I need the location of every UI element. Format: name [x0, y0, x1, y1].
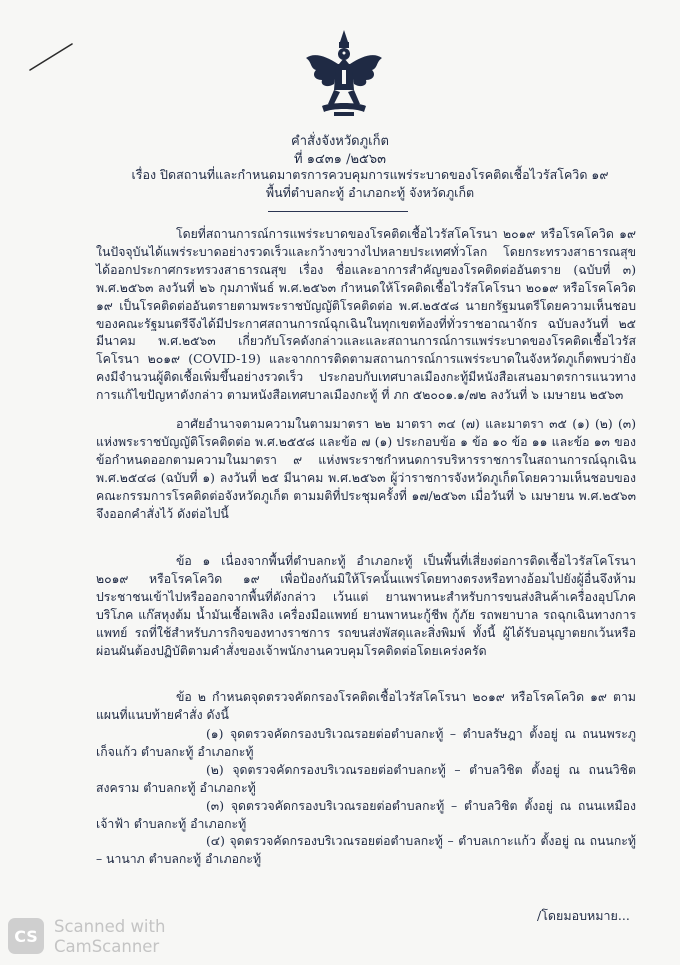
- continuation-note: /โดยมอบหมาย...: [537, 908, 630, 923]
- body-paragraph-2: [96, 416, 636, 523]
- title-divider: [268, 211, 408, 212]
- body-paragraph-3: [96, 553, 636, 660]
- paragraph-text: ข้อ ๑ เนื่องจากพื้นที่ตำบลกะทู้ อำเภอกะทู้ เป็นพื้นที่เสี่ยงต่อการติดเชื้อไวรัสโคโรนา ๒๐๑๙ หรือโรคโควิด ๑๙ เพื่อป้องกันมิให้โรคนั้นแพร่โดยทางตรงหรือทางอ้อมไปยังผู้อื่นจึงห้ามประชาชนเข้าไปหรือออกจากพื้นที่ดังกล่าว เว้นแต่ ยานพาหนะสำหรับการขนส่งสินค้าเครื่องอุปโภคบริโภค แก๊สหุงต้ม น้ำมันเชื้อเพลิง เครื่องมือแพทย์ ยานพาหนะกู้ชีพ กู้ภัย รถพยาบาล รถฉุกเฉินทางการแพทย์ รถที่ใช้สำหรับภารกิจของทางราชการ รถขนส่งพัสดุและสิ่งพิมพ์ ทั้งนี้ ผู้ได้รับอนุญาตยกเว้นหรือผ่อนผันต้องปฏิบัติตามคำสั่งของเจ้าพนักงานควบคุมโรคติดต่อโดยเคร่งครัด: [96, 554, 636, 658]
- watermark-line-1: Scanned with: [54, 917, 166, 936]
- garuda-emblem-icon: [304, 28, 384, 120]
- paragraph-text: อาศัยอำนาจตามความในตามมาตรา ๒๒ มาตรา ๓๔ (๗) และมาตรา ๓๕ (๑) (๒) (๓) แห่งพระราชบัญญัติโรคติดต่อ พ.ศ.๒๕๕๘ และข้อ ๗ (๑) ประกอบข้อ ๑ ข้อ ๑๐ ข้อ ๑๑ และข้อ ๑๓ ของข้อกำหนดออกตามความในมาตรา ๙ แห่งพระราชกำหนดการบริหารราชการในสถานการณ์ฉุกเฉิน พ.ศ.๒๕๔๘ (ฉบับที่ ๑) ลงวันที่ ๒๕ มีนาคม พ.ศ.๒๕๖๓ ผู้ว่าราชการจังหวัดภูเก็ตโดยความเห็นชอบของคณะกรรมการโรคติดต่อจังหวัดภูเก็ต ตามมติที่ประชุมครั้งที่ ๑๗/๒๕๖๓ เมื่อวันที่ ๖ เมษายน พ.ศ.๒๕๖๓ จึงออกคำสั่งไว้ ดังต่อไปนี้: [96, 417, 636, 521]
- subject-line-1: เรื่อง ปิดสถานที่และกำหนดมาตรการควบคุมการแพร่ระบาดของโรคติดเชื้อไวรัสโควิด ๑๙: [131, 167, 609, 182]
- paragraph-text: ข้อ ๒ กำหนดจุดตรวจคัดกรองโรคติดเชื้อไวรัสโคโรนา ๒๐๑๙ หรือโรคโควิด ๑๙ ตามแผนที่แนบท้ายคำสั่ง ดังนี้: [96, 690, 636, 722]
- list-item: (๔) จุดตรวจคัดกรองบริเวณรอยต่อตำบลกะทู้ – ตำบลเกาะแก้ว ตั้งอยู่ ณ ถนนกะทู้ – นานาภ ตำบลกะทู้ อำเภอกะทู้: [96, 834, 636, 867]
- body-paragraph-4: [96, 689, 636, 725]
- list-item: (๑) จุดตรวจคัดกรองบริเวณรอยต่อตำบลกะทู้ – ตำบลรัษฎา ตั้งอยู่ ณ ถนนพระภูเก็จแก้ว ตำบลกะทู้ อำเภอกะทู้: [96, 727, 636, 759]
- paragraph-text: โดยที่สถานการณ์การแพร่ระบาดของโรคติดเชื้อไวรัสโคโรนา ๒๐๑๙ หรือโรคโควิด ๑๙ ในปัจจุบันได้แพร่ระบาดอย่างรวดเร็วและกว้างขวางไปหลายประเทศทั่วโลก โดยกระทรวงสาธารณสุขได้ออกประกาศกระทรวงสาธารณสุข เรื่อง ชื่อและอาการสำคัญของโรคติดต่ออันตราย (ฉบับที่ ๓) พ.ศ.๒๕๖๓ ลงวันที่ ๒๖ กุมภาพันธ์ พ.ศ.๒๕๖๓ กำหนดให้โรคติดเชื้อไวรัสโคโรนา ๒๐๑๙ หรือโรคโควิด ๑๙ เป็นโรคติดต่ออันตรายตามพระราชบัญญัติโรคติดต่อ พ.ศ.๒๕๕๘ นายกรัฐมนตรีโดยความเห็นชอบของคณะรัฐมนตรีจึงได้มีประกาศสถานการณ์ฉุกเฉินในทุกเขตท้องที่ทั่วราชอาณาจักร ฉบับลงวันที่ ๒๕ มีนาคม พ.ศ.๒๕๖๓ เกี่ยวกับโรคดังกล่าวและและสถานการณ์การแพร่ระบาดของโรคติดเชื้อไวรัสโคโรนา ๒๐๑๙ (COVID-19) และจากการติดตามสถานการณ์การแพร่ระบาดในจังหวัดภูเก็ตพบว่ายังคงมีจำนวนผู้ติดเชื้อเพิ่มขึ้นอย่างรวดเร็ว ประกอบกับเทศบาลเมืองกะทู้มีหนังสือเสนอมาตรการแนวทางการแก้ไขปัญหาดังกล่าว ตามหนังสือเทศบาลเมืองกะทู้ ที่ ภก ๕๒๐๐๑.๑/๗๒ ลงวันที่ ๖ เมษายน ๒๕๖๓: [96, 227, 636, 403]
- list-item: (๓) จุดตรวจคัดกรองบริเวณรอยต่อตำบลกะทู้ – ตำบลวิชิต ตั้งอยู่ ณ ถนนเหมืองเจ้าฟ้า ตำบลกะทู้ อำเภอกะทู้: [96, 798, 636, 831]
- body-paragraph-1: [96, 226, 636, 405]
- list-item: (๒) จุดตรวจคัดกรองบริเวณรอยต่อตำบลกะทู้ – ตำบลวิชิต ตั้งอยู่ ณ ถนนวิชิตสงคราม ตำบลกะทู้ อำเภอกะทู้: [96, 762, 636, 795]
- order-title: คำสั่งจังหวัดภูเก็ต: [291, 134, 389, 149]
- checkpoint-list: [96, 726, 636, 869]
- camscanner-logo-icon: CS: [8, 918, 44, 954]
- order-number: ที่ ๑๔๓๑ /๒๕๖๓: [294, 152, 386, 167]
- watermark-line-2: CamScanner: [54, 937, 160, 956]
- scanner-watermark: [54, 917, 165, 957]
- subject-line-2: พื้นที่ตำบลกะทู้ อำเภอกะทู้ จังหวัดภูเก็ต: [265, 185, 475, 200]
- pen-stroke-mark: [28, 40, 76, 76]
